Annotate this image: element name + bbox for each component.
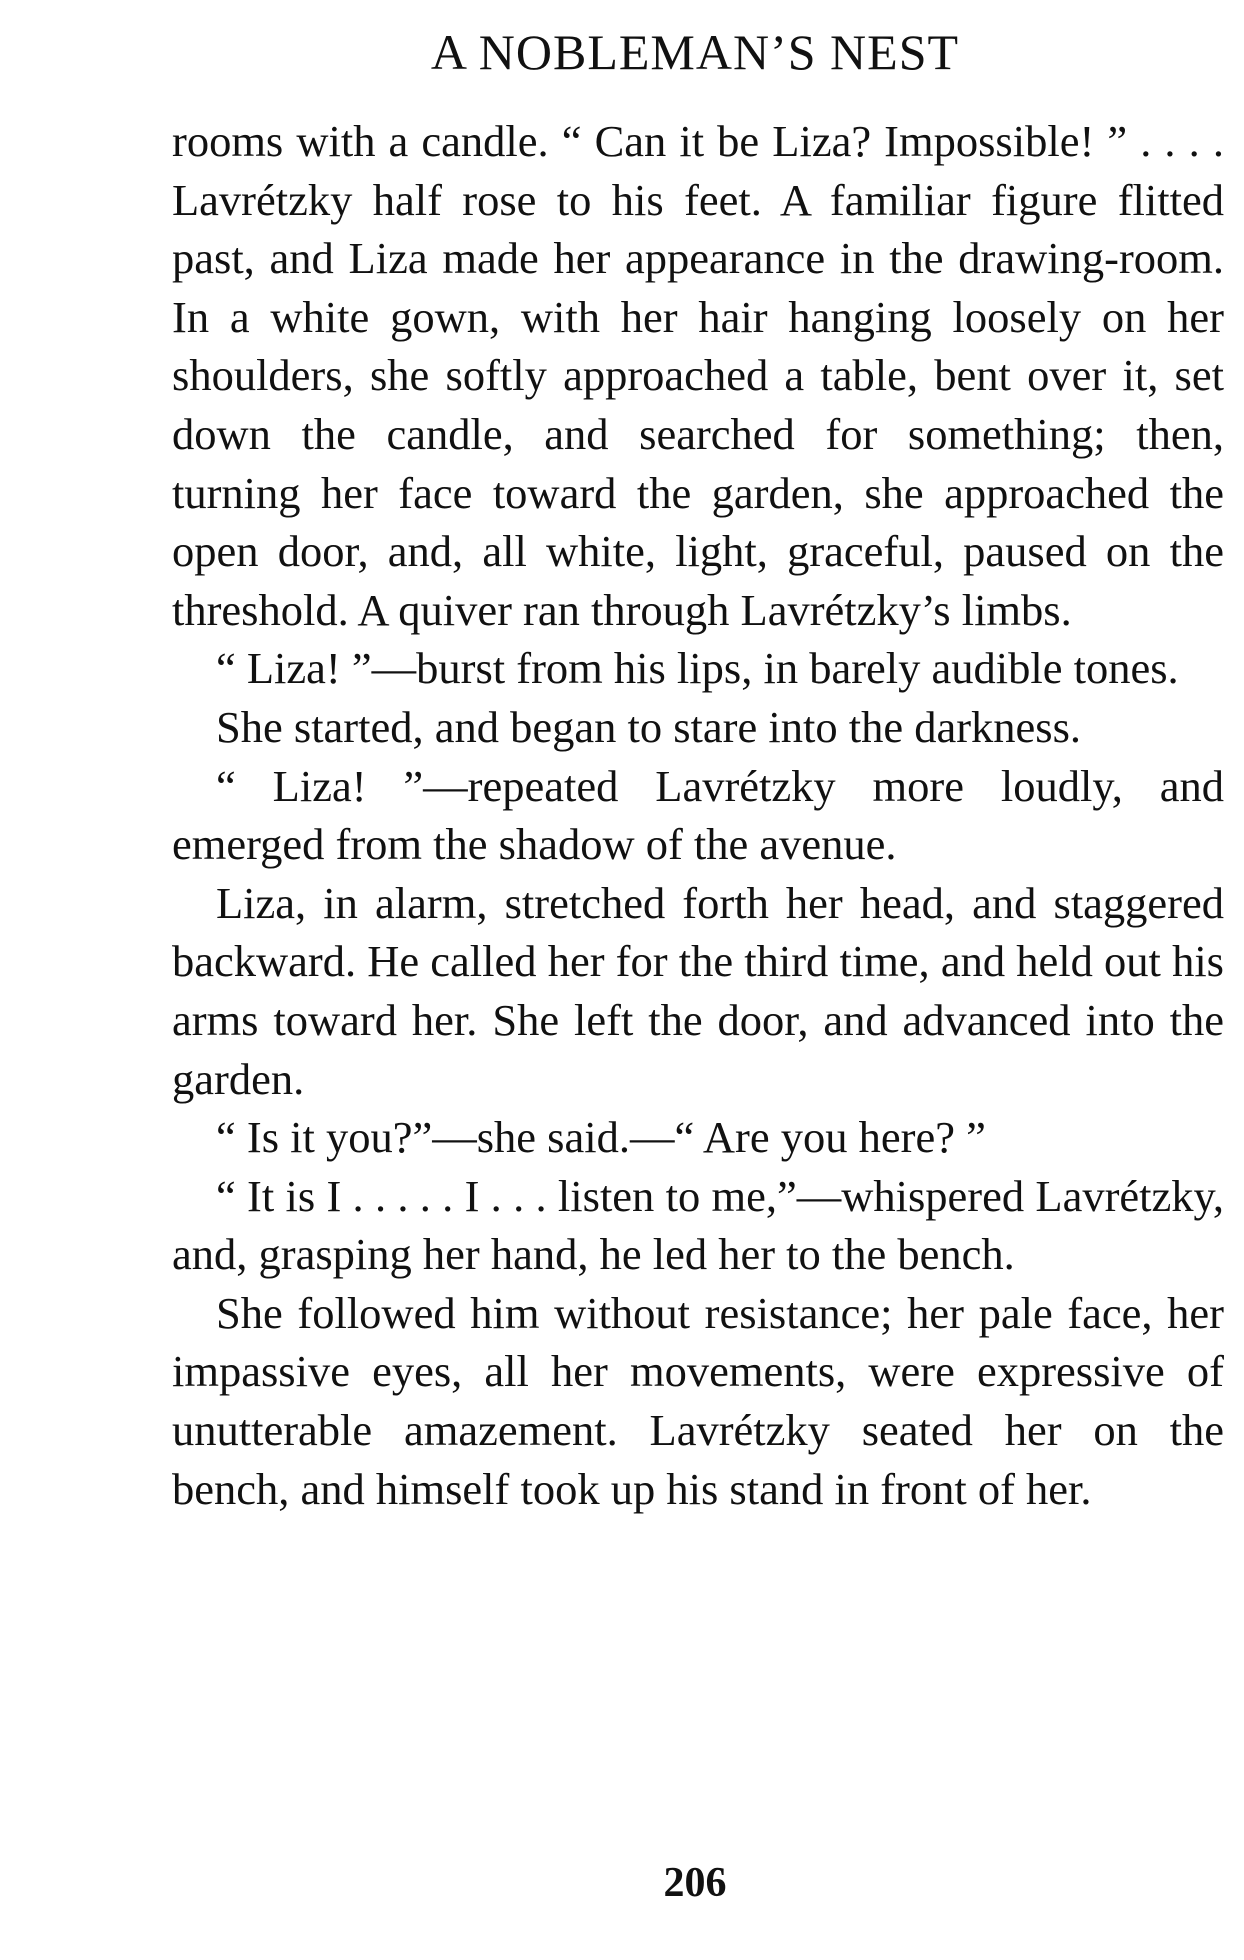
paragraph: “ It is I . . . . . I . . . listen to me,”—whispered Lavrétzky, and, grasping her hand, he led her to the bench. (172, 1170, 1224, 1280)
paragraph: rooms with a candle. “ Can it be Liza? Impossible! ” . . . . Lavrétzky half rose to his feet. A familiar figure flitted past, and Liza made her appearance in the drawing-room. In a white gown, with her hair hanging loosely on her shoulders, she softly approached a table, bent over it, set down the candle, and searched for something; then, turning her face toward the garden, she approached the open door, and, all white, light, graceful, paused on the threshold. A quiver ran through Lavrétzky’s limbs. (172, 116, 1224, 635)
paragraph: “ Liza! ”—burst from his lips, in barely audible tones. (216, 643, 1179, 694)
running-head: A NOBLEMAN’S NEST (430, 24, 960, 80)
page-number: 206 (663, 1860, 727, 1906)
paragraph: “ Liza! ”—repeated Lavrétzky more loudly, and emerged from the shadow of the avenue. (172, 760, 1224, 870)
paragraph: “ Is it you?”—she said.—“ Are you here? ” (216, 1112, 986, 1163)
paragraph: She started, and began to stare into the darkness. (216, 701, 1082, 752)
body-text (172, 112, 1224, 1518)
paragraph: Liza, in alarm, stretched forth her head, and staggered backward. He called her for the third time, and held out his arms toward her. She left the door, and advanced into the garden. (172, 877, 1224, 1104)
paragraph: She followed him without resistance; her pale face, her impassive eyes, all her movements, were expressive of unutterable amazement. Lavrétzky seated her on the bench, and himself took up his stand in front of her. (172, 1287, 1224, 1514)
